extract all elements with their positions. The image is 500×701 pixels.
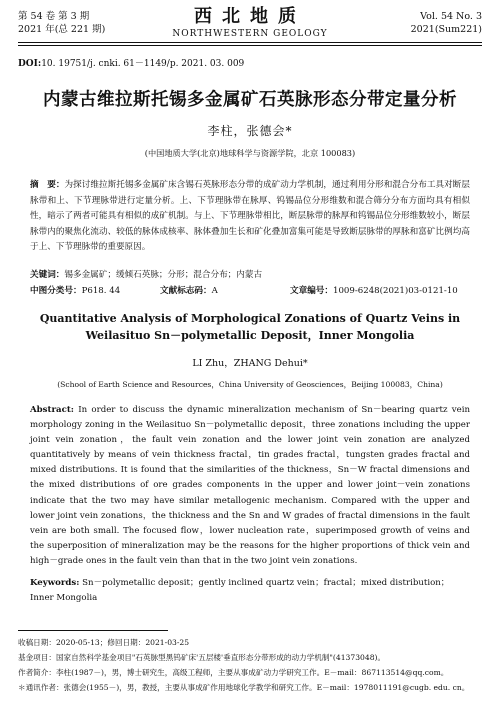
clc-label: 中图分类号： [30,286,82,296]
article-number-label: 文章编号： [290,286,333,296]
footnote-rule [18,630,168,631]
doi-value[interactable]: 10. 19751/j. cnki. 61－1149/p. 2021. 03. 009 [41,59,245,69]
abstract-en-text: In order to discuss the dynamic mineralization mechanism of Sn－bearing quartz vein morphology zoning in the Weilasituo Sn－polymetallic deposit，three zonations including the upper joint vein zonation，the fault vein zonation and the lower joint vein zonation are analyzed quantitatively by means of vein thickness fractal，tin grades fractal，tungsten grades fractal and mixed distributions. It is found that the similarities of the thickness，Sn－W fractal dimensions and the mixed distributions of ore grades components in the upper and lower joint－vein zonations indicate that the two may have similar metallogenic mechanism. Compared with the upper and lower joint vein zonations，the thickness and the Sn and W grades of fractal dimensions in the fault vein are both small. The focused flow，lower nucleation rate，superimposed growth of veins and the superposition of mineralization may be the reasons for the higher proportions of thick vein and high－grade ones in the fault vein than that in the two joint vein zonations. [30,405,471,566]
keywords-cn-text: 锡多金属矿；缓倾石英脉；分形；混合分布；内蒙古 [64,270,263,280]
abstract-en-label: Abstract: [30,405,74,415]
article-title-en [0,310,500,344]
volume-issue-en: Vol. 54 No. 3 [420,11,482,22]
doi-line [18,56,244,69]
doc-code-label: 文献标志码： [160,286,212,296]
keywords-cn-label: 关键词： [30,270,65,280]
abstract-cn-label: 摘 要： [30,180,65,190]
affiliation-en: (School of Earth Science and Resources，China University of Geosciences，Beijing 100083，China) [57,380,443,389]
article-title-en-line2: Weilasituo Sn－polymetallic Deposit，Inner Mongolia [85,329,415,342]
keywords-en-text: Sn－polymetallic deposit；gently inclined quartz vein；fractal；mixed distribution；Inner Mongolia [30,578,450,603]
abstract-cn [30,178,470,256]
footnote-corresponding: ＊通讯作者：张德会(1955－)，男，教授，主要从事成矿作用地球化学教学和研究工作。E－mail：1978011191@cugb. edu. cn。 [18,683,470,692]
year-total-en: 2021(Sum221) [410,24,482,35]
keywords-en-label: Keywords: [30,578,80,588]
journal-issue-info [18,10,105,36]
keywords-cn [30,269,480,282]
journal-name-en: NORTHWESTERN GEOLOGY [172,29,328,39]
abstract-cn-text: 为探讨维拉斯托锡多金属矿床含锡石英脉形态分带的成矿动力学机制，通过利用分形和混合分布工具对断层脉带和上、下节理脉带进行定量分析。上、下节理脉带在脉厚、钨锡品位分形维数和混合筛分分布方面均具有相似性，暗示了两者可能具有相似的成矿机制。与上、下节理脉带相比，断层脉带的脉厚和钨锡品位分形维数较小，断层脉带内的聚焦化流动、较低的脉体成核率、脉体叠加生长和矿化叠加富集可能是导致断层脉带的厚脉和富矿比例均高于上、下节理脉带的重要原因。 [30,180,470,253]
footnote-fund: 基金项目：国家自然科学基金项目"石英脉型黑钨矿床'五层楼'垂直形态分带形成的动力学机制"(41373048)。 [18,653,386,662]
classification-row [30,285,480,298]
header-rule-thick [18,42,482,43]
doc-code-value: A [211,286,218,296]
year-total-cn: 2021 年(总 221 期) [18,24,106,35]
header-rule-thin [18,45,482,46]
article-title-cn: 内蒙古维拉斯托锡多金属矿石英脉形态分带定量分析 [43,90,457,110]
authors-en: LI Zhu，ZHANG Dehui* [192,358,308,369]
article-title-en-line1: Quantitative Analysis of Morphological Zonations of Quartz Veins in [39,312,461,325]
abstract-en [30,403,470,569]
affiliation-cn: (中国地质大学(北京)地球科学与资源学院，北京 100083) [144,148,356,158]
journal-volume-en [411,10,482,36]
clc-cell [30,285,160,298]
keywords-en [30,576,470,606]
clc-value: P618. 44 [81,286,121,296]
journal-masthead [140,6,360,40]
article-number-value: 1009-6248(2021)03-0121-10 [332,286,458,296]
article-number-cell [290,285,458,298]
volume-issue-cn: 第 54 卷 第 3 期 [18,11,90,22]
footnote-received: 收稿日期：2020-05-13；修回日期：2021-03-25 [18,638,190,647]
authors-cn: 李柱，张德会* [207,124,293,138]
doc-code-cell [160,285,290,298]
doi-label: DOI: [18,59,42,69]
journal-name-cn: 西北地质 [194,6,306,27]
footnote-author: 作者简介：李柱(1987－)，男，博士研究生，高级工程师，主要从事成矿动力学研究工作。E－mail：867113514@qq.com。 [18,668,449,677]
